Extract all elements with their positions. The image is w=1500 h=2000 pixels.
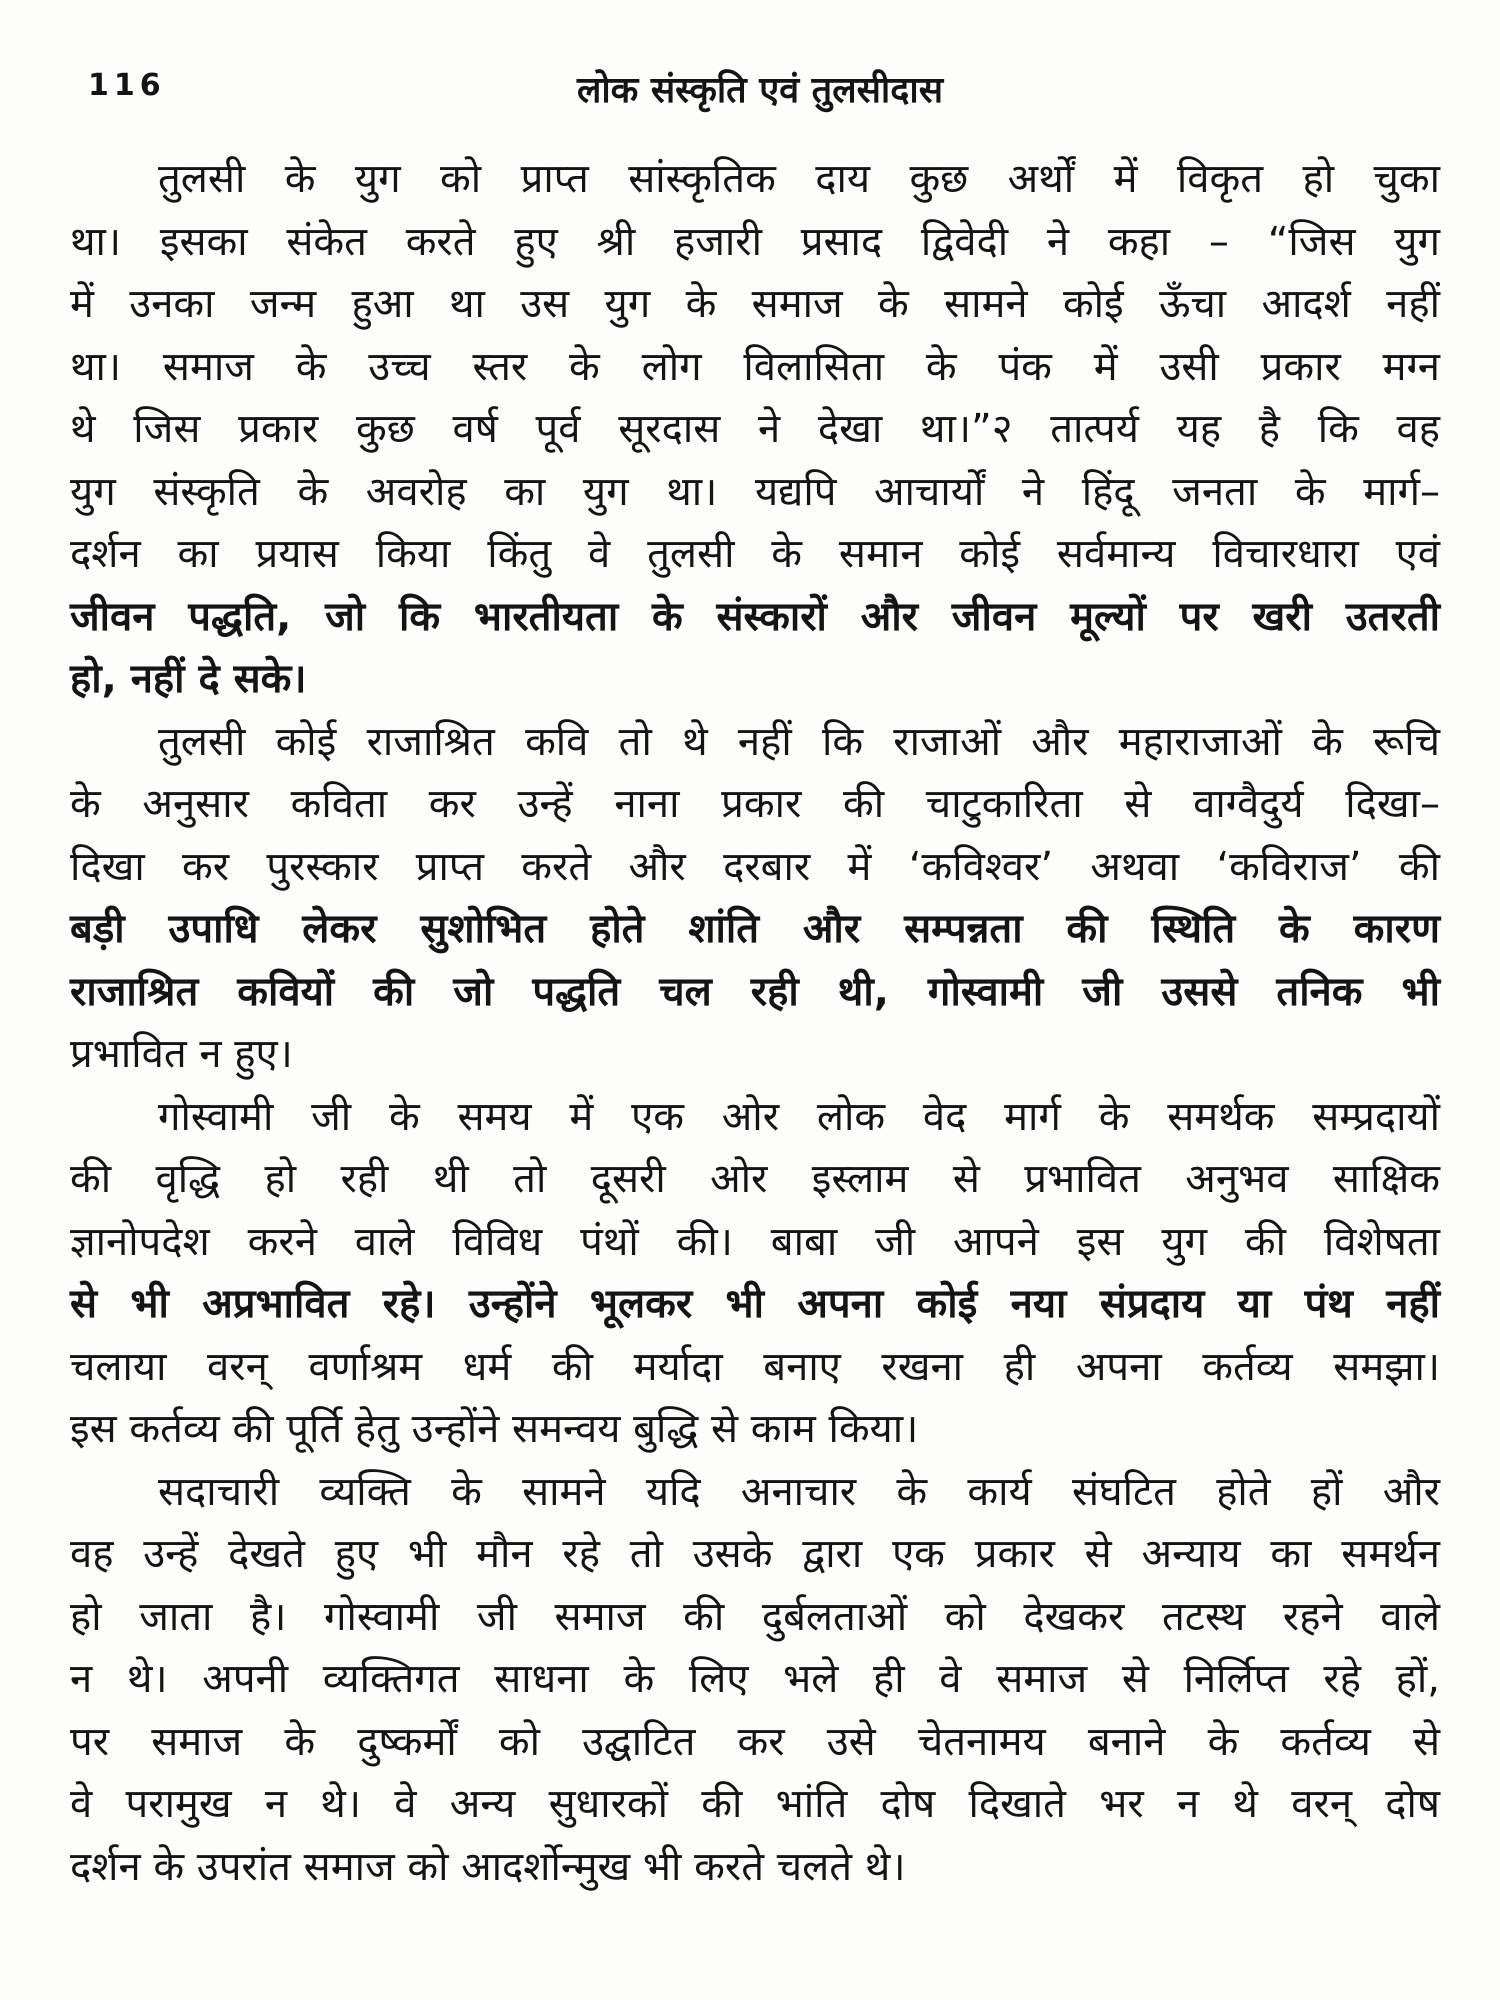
- text-line: में उनका जन्म हुआ था उस युग के समाज के सामने कोई ऊँचा आदर्श नहीं: [70, 281, 1440, 327]
- text-line: हो, नहीं दे सके।: [70, 656, 307, 702]
- text-line: वे परामुख न थे। वे अन्य सुधारकों की भांति दोष दिखाते भर न थे वरन् दोष: [70, 1781, 1440, 1827]
- text-line: बड़ी उपाधि लेकर सुशोभित होते शांति और सम्पन्नता की स्थिति के कारण: [70, 906, 1440, 952]
- text-line: सदाचारी व्यक्ति के सामने यदि अनाचार के कार्य संघटित होते हों और: [158, 1468, 1440, 1515]
- text-line: ज्ञानोपदेश करने वाले विविध पंथों की। बाबा जी आपने इस युग की विशेषता: [70, 1218, 1440, 1265]
- text-line: राजाश्रित कवियों की जो पद्धति चल रही थी, गोस्वामी जी उससे तनिक भी: [70, 968, 1440, 1015]
- text-line: न थे। अपनी व्यक्तिगत साधना के लिए भले ही वे समाज से निर्लिप्त रहे हों,: [70, 1656, 1440, 1702]
- text-line: था। समाज के उच्च स्तर के लोग विलासिता के पंक में उसी प्रकार मग्न: [70, 343, 1440, 390]
- text-line: युग संस्कृति के अवरोह का युग था। यद्यपि आचार्यों ने हिंदू जनता के मार्ग–: [70, 468, 1440, 515]
- text-line: इस कर्तव्य की पूर्ति हेतु उन्होंने समन्वय बुद्धि से काम किया।: [70, 1406, 919, 1452]
- text-line: तुलसी कोई राजाश्रित कवि तो थे नहीं कि राजाओं और महाराजाओं के रूचि: [158, 718, 1440, 765]
- text-line: प्रभावित न हुए।: [70, 1031, 293, 1077]
- text-line: गोस्वामी जी के समय में एक ओर लोक वेद मार्ग के समर्थक सम्प्रदायों: [158, 1093, 1440, 1140]
- text-line: था। इसका संकेत करते हुए श्री हजारी प्रसाद द्विवेदी ने कहा – “जिस युग: [70, 218, 1440, 265]
- text-line: वह उन्हें देखते हुए भी मौन रहे तो उसके द्वारा एक प्रकार से अन्याय का समर्थन: [70, 1531, 1440, 1577]
- text-line: दिखा कर पुरस्कार प्राप्त करते और दरबार में ‘कविश्वर’ अथवा ‘कविराज’ की: [70, 843, 1440, 890]
- text-line: जीवन पद्धति, जो कि भारतीयता के संस्कारों और जीवन मूल्यों पर खरी उतरती: [70, 593, 1440, 640]
- text-line: दर्शन के उपरांत समाज को आदर्शोन्मुख भी करते चलते थे।: [70, 1843, 906, 1890]
- text-line: से भी अप्रभावित रहे। उन्होंने भूलकर भी अपना कोई नया संप्रदाय या पंथ नहीं: [70, 1281, 1440, 1327]
- running-title: लोक संस्कृति एवं तुलसीदास: [576, 70, 944, 111]
- text-line: तुलसी के युग को प्राप्त सांस्कृतिक दाय कुछ अर्थों में विकृत हो चुका: [158, 156, 1440, 202]
- page-number: 116: [88, 68, 166, 103]
- text-line: दर्शन का प्रयास किया किंतु वे तुलसी के समान कोई सर्वमान्य विचारधारा एवं: [70, 531, 1440, 577]
- text-line: के अनुसार कविता कर उन्हें नाना प्रकार की चाटुकारिता से वाग्वैदुर्य दिखा–: [70, 781, 1440, 827]
- text-line: चलाया वरन् वर्णाश्रम धर्म की मर्यादा बनाए रखना ही अपना कर्तव्य समझा।: [70, 1343, 1440, 1390]
- text-line: पर समाज के दुष्कर्मों को उद्घाटित कर उसे चेतनामय बनाने के कर्तव्य से: [70, 1718, 1440, 1765]
- body-text: [70, 148, 1440, 1898]
- text-line: की वृद्धि हो रही थी तो दूसरी ओर इस्लाम से प्रभावित अनुभव साक्षिक: [70, 1156, 1440, 1202]
- text-line: थे जिस प्रकार कुछ वर्ष पूर्व सूरदास ने देखा था।”२ तात्पर्य यह है कि वह: [70, 406, 1440, 452]
- text-line: हो जाता है। गोस्वामी जी समाज की दुर्बलताओं को देखकर तटस्थ रहने वाले: [70, 1593, 1440, 1640]
